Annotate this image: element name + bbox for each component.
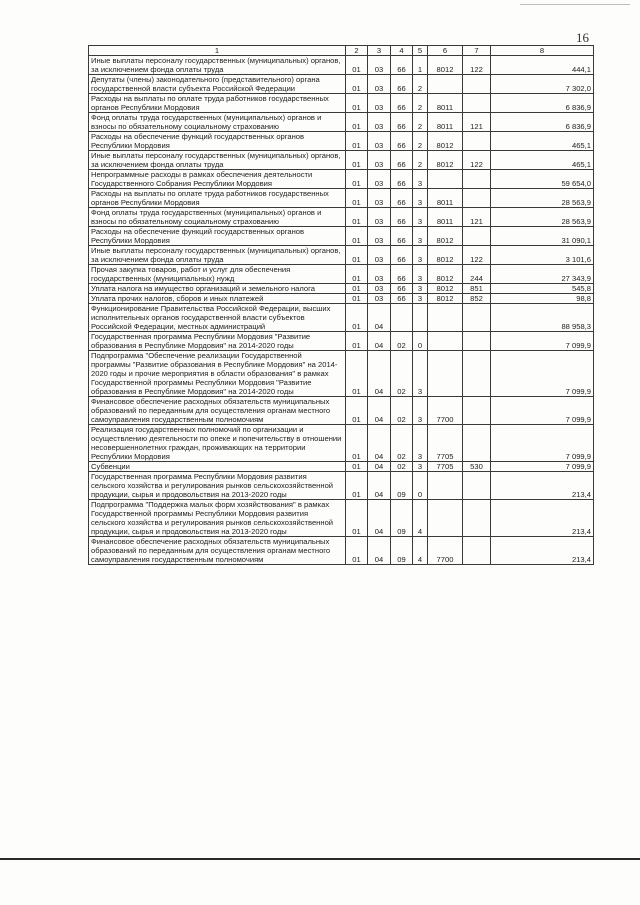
row-description: Расходы на выплаты по оплате труда работников государственных органов Республики Мордовия: [89, 189, 346, 208]
code-section: 01: [346, 425, 368, 462]
code-program: 66: [391, 94, 413, 113]
row-amount: 7 099,9: [491, 397, 594, 425]
row-description: Государственная программа Республики Мордовия развития сельского хозяйства и регулирования рынков сельскохозяйственной продукции, сырья и продовольствия на 2013-2020 годы: [89, 472, 346, 500]
code-expense-type: [463, 94, 491, 113]
code-program: 02: [391, 397, 413, 425]
row-amount: 213,4: [491, 537, 594, 565]
code-section: 01: [346, 75, 368, 94]
code-program: 02: [391, 425, 413, 462]
code-subsection: 03: [368, 246, 391, 265]
row-amount: 7 099,9: [491, 332, 594, 351]
code-target-item: 7700: [428, 397, 463, 425]
code-target-item: 8012: [428, 265, 463, 284]
table-body: [89, 56, 594, 565]
code-subprogram: 3: [413, 294, 428, 304]
code-subprogram: 0: [413, 472, 428, 500]
code-target-item: 7705: [428, 462, 463, 472]
code-section: 01: [346, 294, 368, 304]
code-target-item: [428, 332, 463, 351]
row-description: Расходы на выплаты по оплате труда работников государственных органов Республики Мордовия: [89, 94, 346, 113]
code-expense-type: [463, 170, 491, 189]
code-expense-type: [463, 425, 491, 462]
table-row: [89, 304, 594, 332]
code-section: 01: [346, 227, 368, 246]
row-description: Непрограммные расходы в рамках обеспечения деятельности Государственного Собрания Республики Мордовия: [89, 170, 346, 189]
code-section: 01: [346, 265, 368, 284]
scan-artifact-line: [520, 4, 630, 5]
row-amount: 465,1: [491, 151, 594, 170]
row-description: Реализация государственных полномочий по организации и осуществлению деятельности по опеке и попечительству в отношении несовершеннолетних граждан, проживающих на территории Республики Мордовия: [89, 425, 346, 462]
row-amount: 213,4: [491, 472, 594, 500]
code-target-item: 8012: [428, 227, 463, 246]
code-program: 66: [391, 208, 413, 227]
table-row: [89, 284, 594, 294]
row-amount: 6 836,9: [491, 94, 594, 113]
code-section: 01: [346, 462, 368, 472]
table-row: [89, 170, 594, 189]
code-subprogram: 3: [413, 462, 428, 472]
row-amount: 7 099,9: [491, 462, 594, 472]
code-expense-type: [463, 500, 491, 537]
code-subsection: 04: [368, 332, 391, 351]
code-subprogram: 3: [413, 284, 428, 294]
code-expense-type: 122: [463, 246, 491, 265]
code-program: 66: [391, 75, 413, 94]
code-subprogram: 2: [413, 132, 428, 151]
code-section: 01: [346, 332, 368, 351]
code-program: 66: [391, 294, 413, 304]
code-program: 66: [391, 265, 413, 284]
row-description: Уплата прочих налогов, сборов и иных платежей: [89, 294, 346, 304]
header-col-3: 3: [368, 46, 391, 56]
table-row: [89, 151, 594, 170]
header-col-2: 2: [346, 46, 368, 56]
row-amount: 213,4: [491, 500, 594, 537]
code-target-item: 7700: [428, 537, 463, 565]
code-subprogram: 2: [413, 113, 428, 132]
header-col-7: 7: [463, 46, 491, 56]
table-row: [89, 56, 594, 75]
code-section: 01: [346, 170, 368, 189]
code-subsection: 04: [368, 304, 391, 332]
code-target-item: [428, 75, 463, 94]
code-subsection: 03: [368, 227, 391, 246]
row-amount: 31 090,1: [491, 227, 594, 246]
row-amount: 7 099,9: [491, 425, 594, 462]
code-section: 01: [346, 113, 368, 132]
code-subsection: 03: [368, 132, 391, 151]
code-section: 01: [346, 208, 368, 227]
header-col-6: 6: [428, 46, 463, 56]
table-row: [89, 332, 594, 351]
scan-artifact-bottom-line: [0, 858, 640, 860]
code-subprogram: 2: [413, 94, 428, 113]
code-subprogram: 4: [413, 537, 428, 565]
code-program: 02: [391, 462, 413, 472]
code-target-item: 8012: [428, 246, 463, 265]
table-row: [89, 113, 594, 132]
code-program: 66: [391, 132, 413, 151]
code-section: 01: [346, 94, 368, 113]
row-description: Финансовое обеспечение расходных обязательств муниципальных образований по переданным для осуществления органам местного самоуправления государственным полномочиям: [89, 537, 346, 565]
code-subprogram: 3: [413, 397, 428, 425]
code-section: 01: [346, 56, 368, 75]
code-program: 66: [391, 189, 413, 208]
row-description: Иные выплаты персоналу государственных (муниципальных) органов, за исключением фонда оплаты труда: [89, 246, 346, 265]
code-program: 66: [391, 170, 413, 189]
code-subprogram: 1: [413, 56, 428, 75]
table-row: [89, 500, 594, 537]
code-expense-type: 530: [463, 462, 491, 472]
table-row: [89, 246, 594, 265]
code-subsection: 03: [368, 284, 391, 294]
header-col-8: 8: [491, 46, 594, 56]
code-subsection: 04: [368, 537, 391, 565]
code-program: 66: [391, 56, 413, 75]
table-row: [89, 351, 594, 397]
row-amount: 59 654,0: [491, 170, 594, 189]
row-description: Прочая закупка товаров, работ и услуг для обеспечения государственных (муниципальных) нужд: [89, 265, 346, 284]
code-expense-type: 851: [463, 284, 491, 294]
row-amount: 98,8: [491, 294, 594, 304]
budget-table: [88, 45, 594, 565]
code-section: 01: [346, 500, 368, 537]
code-expense-type: [463, 304, 491, 332]
row-description: Расходы на обеспечение функций государственных органов Республики Мордовия: [89, 227, 346, 246]
header-col-1: 1: [89, 46, 346, 56]
code-subsection: 03: [368, 56, 391, 75]
row-amount: 7 099,9: [491, 351, 594, 397]
code-expense-type: 121: [463, 113, 491, 132]
table-row: [89, 537, 594, 565]
code-section: 01: [346, 397, 368, 425]
code-subprogram: 3: [413, 170, 428, 189]
code-expense-type: [463, 351, 491, 397]
code-target-item: 8011: [428, 208, 463, 227]
code-expense-type: 244: [463, 265, 491, 284]
code-section: 01: [346, 151, 368, 170]
code-subsection: 03: [368, 208, 391, 227]
code-expense-type: 122: [463, 56, 491, 75]
table-row: [89, 294, 594, 304]
code-program: 66: [391, 227, 413, 246]
code-target-item: [428, 304, 463, 332]
header-col-4: 4: [391, 46, 413, 56]
code-subprogram: 3: [413, 189, 428, 208]
code-target-item: 8012: [428, 284, 463, 294]
code-subprogram: 3: [413, 246, 428, 265]
code-program: 66: [391, 246, 413, 265]
code-subsection: 03: [368, 294, 391, 304]
table-row: [89, 425, 594, 462]
row-description: Подпрограмма "Обеспечение реализации Государственной программы "Развитие образования в Республике Мордовия" на 2014-2020 годы и прочие мероприятия в области образования" в рамках Государственной программы Республики Мордовия "Развитие образования в Республике Мордовия" на 2014-2020 годы: [89, 351, 346, 397]
row-description: Иные выплаты персоналу государственных (муниципальных) органов, за исключением фонда оплаты труда: [89, 151, 346, 170]
code-program: 02: [391, 351, 413, 397]
row-description: Уплата налога на имущество организаций и земельного налога: [89, 284, 346, 294]
code-section: 01: [346, 304, 368, 332]
row-amount: 3 101,6: [491, 246, 594, 265]
row-amount: 6 836,9: [491, 113, 594, 132]
code-section: 01: [346, 132, 368, 151]
code-expense-type: [463, 227, 491, 246]
code-target-item: 7705: [428, 425, 463, 462]
code-subsection: 04: [368, 500, 391, 537]
code-target-item: 8012: [428, 56, 463, 75]
code-section: 01: [346, 537, 368, 565]
code-expense-type: [463, 472, 491, 500]
row-amount: 465,1: [491, 132, 594, 151]
code-program: 09: [391, 537, 413, 565]
table-row: [89, 189, 594, 208]
code-program: 02: [391, 332, 413, 351]
code-program: 66: [391, 151, 413, 170]
row-description: Государственная программа Республики Мордовия "Развитие образования в Республике Мордовия" на 2014-2020 годы: [89, 332, 346, 351]
code-expense-type: 122: [463, 151, 491, 170]
code-subsection: 04: [368, 462, 391, 472]
row-description: Иные выплаты персоналу государственных (муниципальных) органов, за исключением фонда оплаты труда: [89, 56, 346, 75]
header-col-5: 5: [413, 46, 428, 56]
row-amount: 88 958,3: [491, 304, 594, 332]
code-target-item: 8011: [428, 113, 463, 132]
code-expense-type: 852: [463, 294, 491, 304]
code-expense-type: [463, 537, 491, 565]
row-amount: 27 343,9: [491, 265, 594, 284]
code-expense-type: [463, 75, 491, 94]
table-row: [89, 472, 594, 500]
code-target-item: 8012: [428, 294, 463, 304]
code-target-item: 8011: [428, 94, 463, 113]
code-program: 66: [391, 284, 413, 294]
row-description: Фонд оплаты труда государственных (муниципальных) органов и взносы по обязательному социальному страхованию: [89, 208, 346, 227]
code-subprogram: [413, 304, 428, 332]
table-row: [89, 265, 594, 284]
header-row: [89, 46, 594, 56]
table-row: [89, 132, 594, 151]
code-subprogram: 3: [413, 351, 428, 397]
code-subsection: 03: [368, 94, 391, 113]
code-subprogram: 3: [413, 265, 428, 284]
code-program: 09: [391, 500, 413, 537]
page-number: 16: [576, 30, 589, 45]
code-subsection: 03: [368, 113, 391, 132]
code-subsection: 03: [368, 189, 391, 208]
code-expense-type: [463, 397, 491, 425]
row-description: Подпрограмма "Поддержка малых форм хозяйствования" в рамках Государственной программы Республики Мордовия развития сельского хозяйства и регулирования рынков сельскохозяйственной продукции, сырья и продовольствия на 2013-2020 годы: [89, 500, 346, 537]
code-subprogram: 3: [413, 227, 428, 246]
code-section: 01: [346, 246, 368, 265]
row-description: Фонд оплаты труда государственных (муниципальных) органов и взносы по обязательному социальному страхованию: [89, 113, 346, 132]
code-target-item: [428, 170, 463, 189]
budget-table-container: [88, 45, 593, 565]
row-amount: 28 563,9: [491, 189, 594, 208]
table-row: [89, 75, 594, 94]
row-description: Финансовое обеспечение расходных обязательств муниципальных образований по переданным для осуществления органам местного самоуправления государственным полномочиям: [89, 397, 346, 425]
code-target-item: [428, 500, 463, 537]
code-subsection: 04: [368, 472, 391, 500]
code-expense-type: [463, 132, 491, 151]
table-row: [89, 94, 594, 113]
code-subsection: 04: [368, 397, 391, 425]
code-subsection: 04: [368, 425, 391, 462]
code-section: 01: [346, 351, 368, 397]
code-subprogram: 3: [413, 208, 428, 227]
table-row: [89, 397, 594, 425]
code-program: 66: [391, 113, 413, 132]
code-subsection: 03: [368, 265, 391, 284]
code-subsection: 04: [368, 351, 391, 397]
row-description: Депутаты (члены) законодательного (представительного) органа государственной власти субъекта Российской Федерации: [89, 75, 346, 94]
code-program: 09: [391, 472, 413, 500]
code-subprogram: 4: [413, 500, 428, 537]
code-section: 01: [346, 284, 368, 294]
code-subprogram: 2: [413, 151, 428, 170]
code-expense-type: [463, 332, 491, 351]
code-program: [391, 304, 413, 332]
table-row: [89, 208, 594, 227]
code-target-item: [428, 472, 463, 500]
code-subprogram: 0: [413, 332, 428, 351]
code-target-item: 8012: [428, 132, 463, 151]
code-subsection: 03: [368, 151, 391, 170]
row-description: Функционирование Правительства Российской Федерации, высших исполнительных органов государственной власти субъектов Российской Федерации, местных администраций: [89, 304, 346, 332]
code-target-item: 8012: [428, 151, 463, 170]
row-amount: 545,8: [491, 284, 594, 294]
code-section: 01: [346, 189, 368, 208]
code-target-item: 8011: [428, 189, 463, 208]
row-amount: 444,1: [491, 56, 594, 75]
code-subprogram: 3: [413, 425, 428, 462]
code-section: 01: [346, 472, 368, 500]
code-target-item: [428, 351, 463, 397]
table-row: [89, 227, 594, 246]
code-expense-type: [463, 189, 491, 208]
code-subsection: 03: [368, 170, 391, 189]
code-expense-type: 121: [463, 208, 491, 227]
row-description: Субвенции: [89, 462, 346, 472]
code-subprogram: 2: [413, 75, 428, 94]
table-row: [89, 462, 594, 472]
row-amount: 7 302,0: [491, 75, 594, 94]
row-description: Расходы на обеспечение функций государственных органов Республики Мордовия: [89, 132, 346, 151]
row-amount: 28 563,9: [491, 208, 594, 227]
code-subsection: 03: [368, 75, 391, 94]
